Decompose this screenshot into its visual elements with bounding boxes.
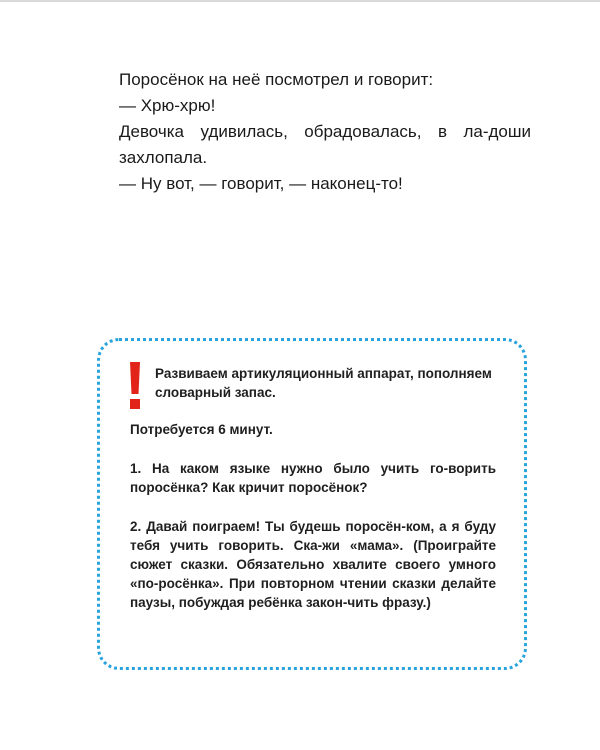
page-top-rule	[0, 0, 600, 2]
task-goal: Развиваем артикуляционный аппарат, пополняем словарный запас.	[155, 366, 492, 400]
story-line: Поросёнок на неё посмотрел и говорит:	[119, 70, 434, 89]
exclamation-icon	[128, 362, 142, 412]
task-question-1: 1. На каком языке нужно было учить го-ворить поросёнка? Как кричит поросёнок?	[130, 461, 496, 495]
story-text	[119, 67, 531, 197]
illustration-pig-girl-teddy	[226, 196, 406, 320]
story-line: — Хрю-хрю!	[119, 96, 216, 115]
task-question-2: 2. Давай поиграем! Ты будешь поросён-ком, а я буду тебя учить говорить. Ска-жи «мама». (Проиграйте сюжет сказки. Обязательно хвалите своего умного «по-росёнка». При повторном чтении сказки делайте паузы, побуждая ребёнка закон-чить фразу.)	[130, 519, 496, 610]
task-time: Потребуется 6 минут.	[130, 422, 273, 437]
story-line: Девочка удивилась, обрадовалась, в ла-доши захлопала.	[119, 122, 531, 167]
story-line: — Ну вот, — говорит, — наконец-то!	[119, 174, 403, 193]
